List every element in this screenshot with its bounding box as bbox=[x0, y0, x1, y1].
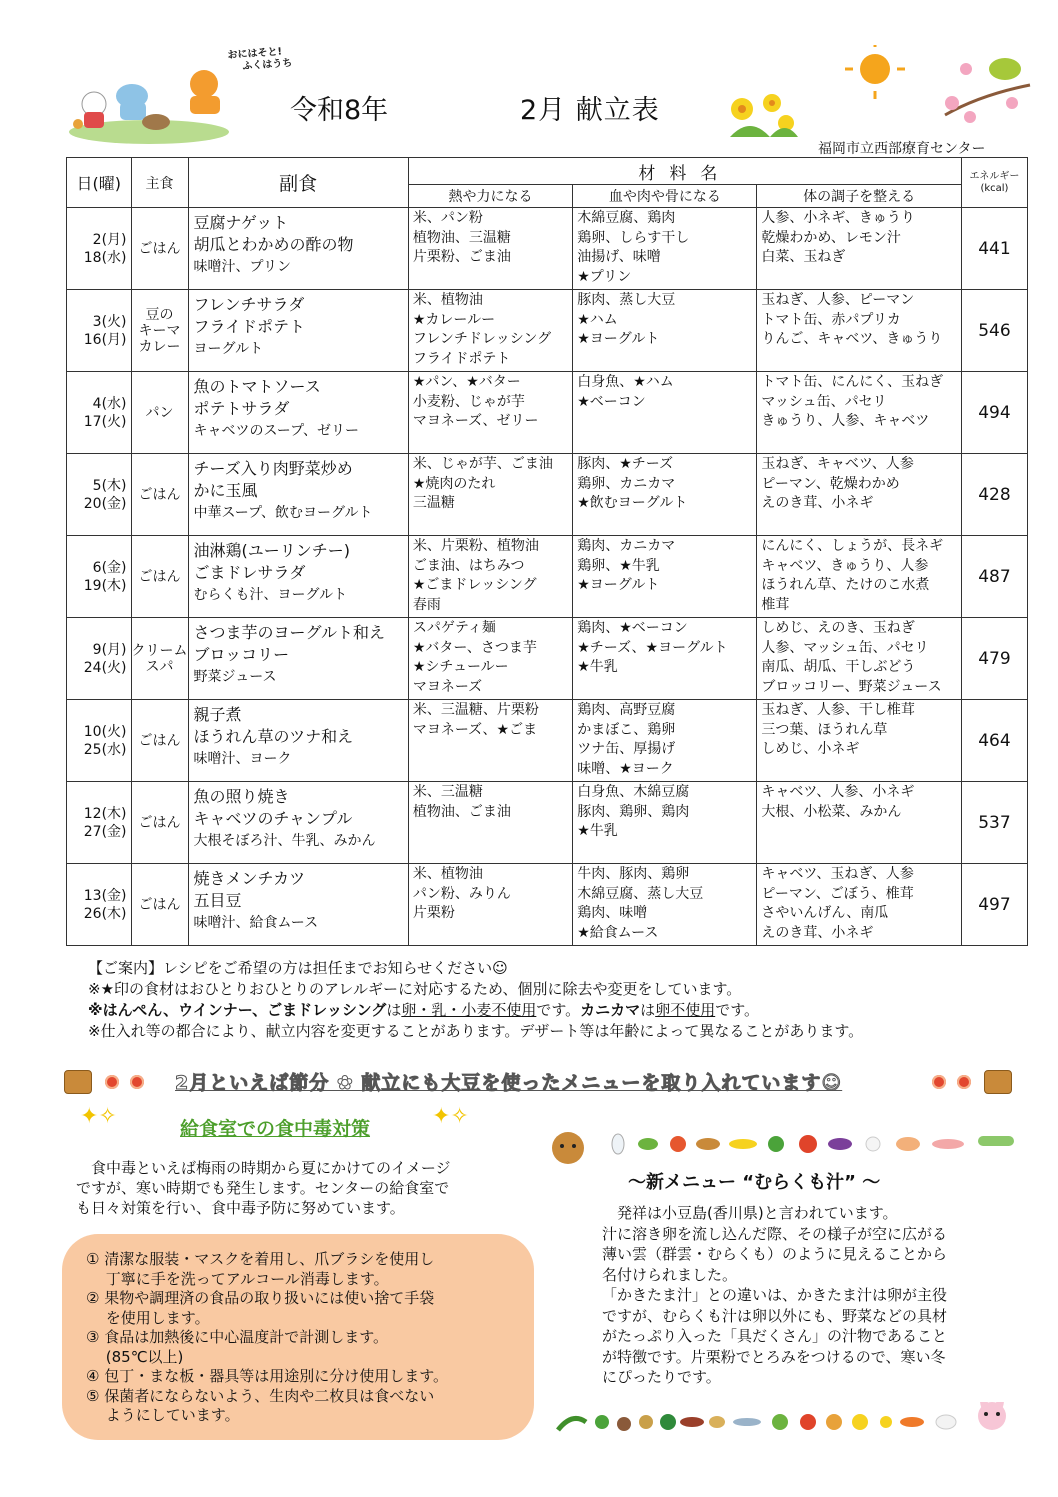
body-cell-line: 鶏卵、カニカマ bbox=[577, 475, 676, 492]
body-cell-line: ★ヨーグルト bbox=[577, 331, 660, 347]
body-cell-line: 鶏卵、★牛乳 bbox=[577, 557, 660, 574]
energy-cell-line: 米、じゃが芋、ごま油 bbox=[412, 456, 553, 472]
plum-blossom-icon bbox=[945, 58, 1030, 123]
side-cell-line: 焼きメンチカツ bbox=[193, 869, 306, 888]
condition-cell-line: トマト缶、にんにく、玉ねぎ bbox=[761, 374, 944, 390]
staple-cell bbox=[131, 700, 188, 782]
condition-cell-line: キャベツ、人参、小ネギ bbox=[761, 784, 915, 800]
food-illustration-row-bottom bbox=[552, 1402, 1032, 1442]
condition-cell bbox=[757, 454, 961, 536]
header-kcal: エネルギー (kcal) bbox=[961, 158, 1027, 208]
kcal-cell: 428 bbox=[961, 454, 1027, 536]
energy-cell-line: 米、三温糖 bbox=[412, 784, 483, 800]
day-cell bbox=[67, 454, 132, 536]
menu-body bbox=[67, 208, 1028, 946]
energy-cell-line: ★ごまドレッシング bbox=[412, 577, 537, 593]
body-cell bbox=[573, 454, 757, 536]
energy-cell-line: 植物油、三温糖 bbox=[412, 229, 511, 246]
condition-cell-line: 白菜、玉ねぎ bbox=[761, 249, 846, 265]
day-date: 12(木) bbox=[83, 805, 127, 822]
body-cell bbox=[573, 536, 757, 618]
energy-cell bbox=[408, 372, 572, 454]
body-cell-line: 白身魚、木綿豆腐 bbox=[577, 784, 690, 800]
side-cell-line: 親子煮 bbox=[193, 705, 242, 724]
kcal-cell: 479 bbox=[961, 618, 1027, 700]
day-cell bbox=[67, 536, 132, 618]
staple-cell-line: スパ bbox=[145, 658, 174, 675]
bean-box-icon bbox=[64, 1070, 92, 1094]
condition-cell-line: ピーマン、ごぼう、椎茸 bbox=[761, 885, 914, 902]
condition-cell-line: 玉ねぎ、人参、干し椎茸 bbox=[761, 702, 915, 718]
energy-cell bbox=[408, 454, 572, 536]
energy-cell bbox=[408, 618, 572, 700]
side-cell-line: さつま芋のヨーグルト和え bbox=[193, 623, 386, 642]
day-date: 26(木) bbox=[83, 905, 127, 922]
energy-cell-line: 米、植物油 bbox=[412, 866, 483, 882]
energy-cell bbox=[408, 208, 572, 290]
energy-cell-line: マヨネーズ bbox=[412, 678, 483, 695]
side-cell-line: フレンチサラダ bbox=[193, 295, 305, 314]
side-cell bbox=[188, 700, 408, 782]
side-cell-line: ほうれん草のツナ和え bbox=[193, 727, 354, 746]
bean-box-icon bbox=[984, 1070, 1012, 1094]
side-cell-line: 油淋鶏(ユーリンチー) bbox=[193, 541, 350, 560]
body-cell-line: 豚肉、★チーズ bbox=[577, 456, 674, 472]
side-cell-line: 中華スープ、飲むヨーグルト bbox=[193, 505, 373, 521]
flower-icon bbox=[957, 1075, 971, 1089]
sparkle-icon: ✦✧ bbox=[432, 1104, 469, 1129]
table-row bbox=[67, 864, 1028, 946]
sparkle-icon: ✦✧ bbox=[80, 1104, 117, 1129]
condition-cell-line: しめじ、えのき、玉ねぎ bbox=[761, 620, 915, 636]
food-illustration-row-top bbox=[548, 1128, 1028, 1168]
side-cell bbox=[188, 536, 408, 618]
body-cell-line: ツナ缶、厚揚げ bbox=[577, 741, 676, 757]
condition-cell-line: 玉ねぎ、人参、ピーマン bbox=[761, 292, 915, 308]
side-cell-line: 味噌汁、ヨーク bbox=[193, 751, 292, 767]
body-cell-line: ★飲むヨーグルト bbox=[577, 495, 688, 511]
energy-cell-line: 三温糖 bbox=[412, 495, 455, 511]
energy-cell-line: 米、片栗粉、植物油 bbox=[412, 538, 539, 554]
energy-cell bbox=[408, 864, 572, 946]
day-cell bbox=[67, 782, 132, 864]
side-cell bbox=[188, 454, 408, 536]
staple-cell bbox=[131, 290, 188, 372]
condition-cell bbox=[757, 536, 961, 618]
body-cell-line: ★ハム bbox=[577, 311, 618, 328]
body-cell-line: 鶏肉、高野豆腐 bbox=[577, 702, 676, 718]
table-row bbox=[67, 536, 1028, 618]
condition-cell-line: ブロッコリー、野菜ジュース bbox=[761, 678, 942, 695]
day-cell bbox=[67, 700, 132, 782]
condition-cell-line: 大根、小松菜、みかん bbox=[761, 803, 902, 820]
side-cell bbox=[188, 290, 408, 372]
energy-cell-line: 米、パン粉 bbox=[412, 210, 483, 226]
body-cell-line: 油揚げ、味噌 bbox=[577, 249, 661, 265]
energy-cell bbox=[408, 290, 572, 372]
flower-icon bbox=[105, 1075, 119, 1089]
condition-cell-line: にんにく、しょうが、長ネギ bbox=[761, 538, 944, 554]
header-condition: 体の調子を整える bbox=[757, 185, 961, 208]
body-cell-line: かまぼこ、鶏卵 bbox=[577, 721, 676, 738]
day-date: 9(月) bbox=[92, 641, 127, 658]
body-cell bbox=[573, 864, 757, 946]
staple-cell-line: ごはん bbox=[138, 240, 181, 257]
spring-illustration bbox=[720, 45, 1040, 140]
side-cell-line: 野菜ジュース bbox=[193, 669, 277, 685]
side-cell-line: チーズ入り肉野菜炒め bbox=[193, 459, 353, 478]
body-cell bbox=[573, 618, 757, 700]
table-row bbox=[67, 372, 1028, 454]
body-cell-line: 木綿豆腐、蒸し大豆 bbox=[577, 885, 704, 902]
energy-cell bbox=[408, 782, 572, 864]
header-energy: 熱や力になる bbox=[408, 185, 572, 208]
condition-cell bbox=[757, 864, 961, 946]
body-cell bbox=[573, 372, 757, 454]
side-cell-line: 胡瓜とわかめの酢の物 bbox=[193, 235, 354, 254]
flower-icon bbox=[730, 94, 798, 137]
body-cell-line: 白身魚、★ハム bbox=[577, 374, 674, 390]
body-cell bbox=[573, 700, 757, 782]
staple-cell-line: カレー bbox=[138, 338, 181, 355]
side-cell-line: ヨーグルト bbox=[193, 341, 264, 357]
body-cell-line: 豚肉、蒸し大豆 bbox=[577, 292, 676, 308]
energy-cell-line: パン粉、みりん bbox=[412, 885, 511, 902]
condition-cell-line: 椎茸 bbox=[761, 596, 790, 613]
energy-cell-line: 片栗粉、ごま油 bbox=[412, 249, 511, 265]
day-date: 24(火) bbox=[83, 659, 127, 676]
energy-cell-line: ★焼肉のたれ bbox=[412, 475, 496, 492]
day-date: 19(木) bbox=[83, 577, 127, 594]
table-row bbox=[67, 208, 1028, 290]
body-cell-line: ★給食ムース bbox=[577, 924, 659, 941]
energy-cell-line: 片栗粉 bbox=[412, 905, 455, 921]
body-cell-line: 豚肉、鶏卵、鶏肉 bbox=[577, 803, 690, 820]
day-date: 17(火) bbox=[83, 413, 127, 430]
side-cell bbox=[188, 864, 408, 946]
day-cell bbox=[67, 290, 132, 372]
new-menu-text: 発祥は小豆島(香川県)と言われています。 汁に溶き卵を流し込んだ際、その様子が空に広がる 薄い雲（群雲・むらくも）のように見えることから 名付けられました。 「かきたま汁」との違いは、かきたま汁は卵が主役 ですが、むらくも汁は卵以外にも、野菜などの具材 がたっぷり入った「具だくさん」の汁物であること が特徴です。片栗粉でとろみをつけるので、寒い冬 にぴったりです。 bbox=[602, 1204, 948, 1386]
side-cell-line: フライドポテト bbox=[193, 317, 306, 336]
condition-cell bbox=[757, 290, 961, 372]
energy-cell bbox=[408, 700, 572, 782]
new-menu-title: ～新メニュー “むらくも汁” ～ bbox=[628, 1172, 881, 1193]
note-allergy: ※★印の食材はおひとりおひとりのアレルギーに対応するため、個別に除去や変更をしています。 bbox=[88, 980, 742, 998]
condition-cell-line: 玉ねぎ、キャベツ、人参 bbox=[761, 456, 914, 472]
side-cell-line: 豆腐ナゲット bbox=[193, 213, 289, 232]
body-cell-line: 牛肉、豚肉、鶏卵 bbox=[577, 866, 690, 882]
condition-cell-line: ピーマン、乾燥わかめ bbox=[761, 475, 900, 492]
side-cell bbox=[188, 208, 408, 290]
body-cell-line: ★ベーコン bbox=[577, 393, 646, 410]
condition-cell-line: トマト缶、赤パプリカ bbox=[761, 311, 901, 328]
energy-cell-line: 米、植物油 bbox=[412, 292, 483, 308]
staple-cell bbox=[131, 372, 188, 454]
body-cell-line: 味噌、★ヨーク bbox=[577, 760, 674, 777]
condition-cell bbox=[757, 372, 961, 454]
staple-cell-line: クリーム bbox=[131, 642, 188, 659]
energy-cell-line: 春雨 bbox=[412, 596, 441, 613]
day-date: 27(金) bbox=[83, 823, 127, 840]
day-date: 4(水) bbox=[92, 395, 127, 412]
kcal-cell: 497 bbox=[961, 864, 1027, 946]
staple-cell-line: キーマ bbox=[138, 322, 181, 339]
body-cell-line: 鶏肉、味噌 bbox=[577, 905, 648, 921]
staple-cell-line: パン bbox=[145, 404, 174, 421]
title-month: 2月 献立表 bbox=[520, 95, 660, 126]
day-cell bbox=[67, 372, 132, 454]
day-date: 10(火) bbox=[83, 723, 127, 740]
energy-cell-line: マヨネーズ、★ごま bbox=[412, 721, 538, 738]
body-cell-line: 鶏卵、しらす干し bbox=[577, 229, 690, 246]
condition-cell bbox=[757, 618, 961, 700]
energy-cell-line: ★パン、★バター bbox=[412, 374, 521, 390]
header-side: 副食 bbox=[188, 158, 408, 208]
condition-cell-line: 人参、小ネギ、きゅうり bbox=[761, 210, 915, 226]
condition-cell-line: マッシュ缶、パセリ bbox=[761, 393, 887, 410]
energy-cell-line: マヨネーズ、ゼリー bbox=[412, 413, 539, 429]
notes bbox=[88, 958, 863, 1042]
energy-cell bbox=[408, 536, 572, 618]
organization-name: 福岡市立西部療育センター bbox=[818, 141, 986, 157]
side-cell-line: むらくも汁、ヨーグルト bbox=[193, 587, 348, 603]
condition-cell bbox=[757, 782, 961, 864]
table-row bbox=[67, 618, 1028, 700]
header-body: 血や肉や骨になる bbox=[573, 185, 757, 208]
body-cell-line: 木綿豆腐、鶏肉 bbox=[577, 210, 676, 226]
staple-cell-line: ごはん bbox=[138, 568, 181, 585]
food-safety-title: 給食室での食中毒対策 bbox=[180, 1118, 371, 1140]
note-change: ※仕入れ等の都合により、献立内容を変更することがあります。デザート等は年齢によって異なることがあります。 bbox=[88, 1022, 864, 1040]
side-cell-line: ブロッコリー bbox=[193, 645, 290, 664]
day-date: 16(月) bbox=[83, 331, 127, 348]
side-cell-line: 味噌汁、給食ムース bbox=[193, 915, 319, 931]
body-cell bbox=[573, 208, 757, 290]
staple-cell bbox=[131, 782, 188, 864]
staple-cell-line: ごはん bbox=[138, 732, 181, 749]
body-cell-line: ★プリン bbox=[577, 268, 632, 285]
table-row bbox=[67, 700, 1028, 782]
setsubun-caption: おにはそと! ふくはうち bbox=[227, 46, 293, 73]
side-cell-line: 魚の照り焼き bbox=[193, 787, 290, 806]
condition-cell bbox=[757, 700, 961, 782]
condition-cell bbox=[757, 208, 961, 290]
energy-cell-line: 米、三温糖、片栗粉 bbox=[412, 702, 539, 718]
body-cell-line: ★牛乳 bbox=[577, 659, 618, 675]
day-date: 18(水) bbox=[83, 249, 127, 266]
day-date: 13(金) bbox=[83, 887, 127, 904]
staple-cell bbox=[131, 864, 188, 946]
food-safety-intro: 食中毒といえば梅雨の時期から夏にかけてのイメージ ですが、寒い時期でも発生します。センターの給食室で も日々対策を行い、食中毒予防に努めています。 bbox=[76, 1159, 451, 1217]
day-date: 5(木) bbox=[92, 477, 127, 494]
condition-cell-line: りんご、キャベツ、きゅうり bbox=[761, 331, 943, 347]
condition-cell-line: 人参、マッシュ缶、パセリ bbox=[761, 639, 929, 656]
body-cell-line: 鶏肉、カニカマ bbox=[577, 538, 676, 554]
header-staple: 主食 bbox=[131, 158, 188, 208]
setsubun-illustration bbox=[64, 62, 234, 144]
condition-cell-line: キャベツ、玉ねぎ、人参 bbox=[761, 866, 914, 882]
body-cell bbox=[573, 290, 757, 372]
side-cell-line: キャベツのスープ、ゼリー bbox=[193, 423, 359, 439]
staple-cell bbox=[131, 536, 188, 618]
food-safety-list: ① 清潔な服装・マスクを着用し、爪ブラシを使用し 丁寧に手を洗ってアルコール消毒します。 ② 果物や調理済の食品の取り扱いには使い捨て手袋 を使用します。 ③ 食品は加熱後に中心温度計で計測します。 (85℃以上) ④ 包丁・まな板・器具等は用途別に分け使用します。 ⑤ 保菌者にならないよう、生肉や二枚貝は食べない ようにしています。 bbox=[86, 1250, 449, 1424]
side-cell bbox=[188, 782, 408, 864]
day-date: 20(金) bbox=[83, 495, 127, 512]
side-cell-line: キャベツのチャンプル bbox=[193, 809, 353, 828]
staple-cell-line: ごはん bbox=[138, 814, 181, 831]
note-guide: 【ご案内】レシピをご希望の方は担任までお知らせください☺ bbox=[88, 959, 508, 977]
flower-icon bbox=[130, 1075, 144, 1089]
day-date: 3(火) bbox=[92, 313, 127, 330]
table-row bbox=[67, 454, 1028, 536]
staple-cell-line: ごはん bbox=[138, 896, 181, 913]
header-day: 日(曜) bbox=[67, 158, 132, 208]
condition-cell-line: 南瓜、胡瓜、干しぶどう bbox=[761, 659, 916, 675]
staple-cell bbox=[131, 618, 188, 700]
condition-cell-line: しめじ、小ネギ bbox=[761, 741, 860, 757]
staple-cell-line: ごはん bbox=[138, 486, 181, 503]
energy-cell-line: 小麦粉、じゃが芋 bbox=[412, 393, 525, 410]
day-date: 25(水) bbox=[83, 741, 127, 758]
note-allergen-free: ※はんぺん、ウインナー、ごまドレッシングは卵・乳・小麦不使用です。カニカマは卵不使用です。 bbox=[88, 1001, 760, 1019]
body-cell-line: ★チーズ、★ヨーグルト bbox=[577, 639, 728, 656]
energy-cell-line: ごま油、はちみつ bbox=[412, 557, 525, 574]
kcal-cell: 441 bbox=[961, 208, 1027, 290]
energy-cell-line: ★カレールー bbox=[412, 311, 496, 328]
body-cell bbox=[573, 782, 757, 864]
kcal-cell: 494 bbox=[961, 372, 1027, 454]
condition-cell-line: 三つ葉、ほうれん草 bbox=[761, 721, 888, 738]
condition-cell-line: ほうれん草、たけのこ水煮 bbox=[761, 577, 930, 593]
side-cell-line: 味噌汁、プリン bbox=[193, 259, 291, 275]
kcal-cell: 487 bbox=[961, 536, 1027, 618]
energy-cell-line: フライドポテト bbox=[412, 350, 511, 367]
header-materials: 材料名 bbox=[408, 158, 961, 185]
day-cell bbox=[67, 618, 132, 700]
staple-cell bbox=[131, 454, 188, 536]
condition-cell-line: キャベツ、きゅうり、人参 bbox=[761, 557, 929, 574]
condition-cell-line: えのき茸、小ネギ bbox=[761, 495, 874, 511]
sun-icon bbox=[845, 45, 905, 99]
side-cell-line: ポテトサラダ bbox=[193, 399, 290, 418]
condition-cell-line: さやいんげん、南瓜 bbox=[761, 905, 889, 921]
side-cell-line: ごまドレサラダ bbox=[193, 563, 306, 582]
body-cell-line: 鶏肉、★ベーコン bbox=[577, 620, 688, 636]
energy-cell-line: ★バター、さつま芋 bbox=[412, 639, 537, 656]
energy-cell-line: ★シチュールー bbox=[412, 659, 509, 675]
energy-cell-line: フレンチドレッシング bbox=[412, 331, 552, 347]
side-cell-line: 魚のトマトソース bbox=[193, 377, 321, 396]
side-cell bbox=[188, 372, 408, 454]
kcal-cell: 537 bbox=[961, 782, 1027, 864]
table-row bbox=[67, 782, 1028, 864]
title-year: 令和8年 bbox=[290, 95, 389, 126]
day-date: 6(金) bbox=[92, 559, 127, 576]
body-cell-line: ★牛乳 bbox=[577, 823, 618, 839]
side-cell-line: 大根そぼろ汁、牛乳、みかん bbox=[193, 833, 376, 849]
setsubun-banner: 2月といえば節分 ✿ 献立にも大豆を使ったメニューを取り入れています☺ bbox=[175, 1072, 843, 1094]
staple-cell-line: 豆の bbox=[145, 306, 174, 323]
day-cell bbox=[67, 208, 132, 290]
kcal-cell: 546 bbox=[961, 290, 1027, 372]
side-cell-line: 五目豆 bbox=[193, 891, 242, 910]
condition-cell-line: えのき茸、小ネギ bbox=[761, 924, 874, 941]
side-cell-line: かに玉風 bbox=[193, 481, 258, 500]
kcal-cell: 464 bbox=[961, 700, 1027, 782]
energy-cell-line: スパゲティ麺 bbox=[412, 620, 496, 636]
energy-cell-line: 植物油、ごま油 bbox=[412, 803, 511, 820]
condition-cell-line: きゅうり、人参、キャベツ bbox=[761, 413, 930, 429]
staple-cell bbox=[131, 208, 188, 290]
day-cell bbox=[67, 864, 132, 946]
flower-icon bbox=[932, 1075, 946, 1089]
menu-table bbox=[66, 157, 1028, 946]
table-row bbox=[67, 290, 1028, 372]
day-date: 2(月) bbox=[92, 231, 127, 248]
side-cell bbox=[188, 618, 408, 700]
body-cell-line: ★ヨーグルト bbox=[577, 577, 660, 593]
condition-cell-line: 乾燥わかめ、レモン汁 bbox=[761, 229, 901, 246]
